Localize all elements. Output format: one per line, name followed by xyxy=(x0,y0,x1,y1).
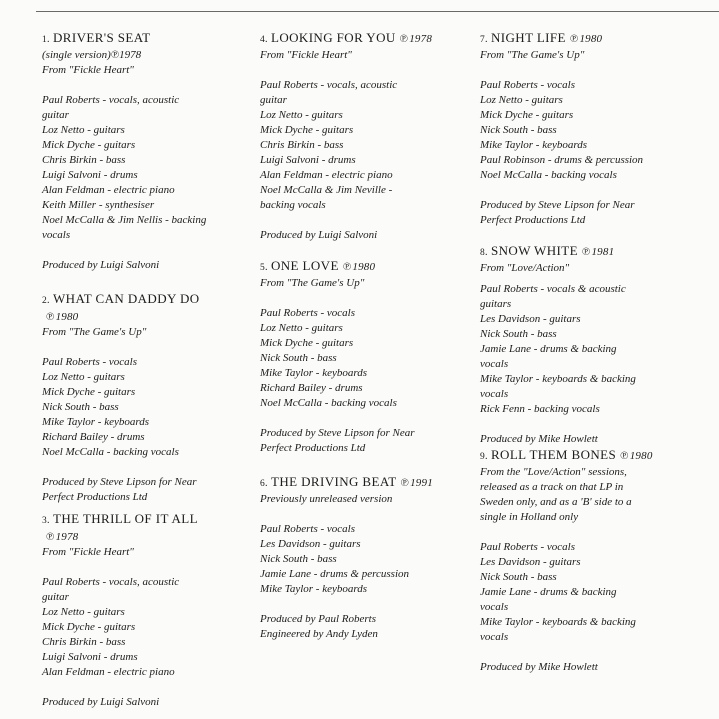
column-2 xyxy=(260,30,465,642)
credit-line: Luigi Salvoni - drums xyxy=(42,169,138,181)
track-heading xyxy=(480,243,710,261)
credit-line: Mick Dyche - guitars xyxy=(42,386,136,398)
credit-line: Mike Taylor - keyboards xyxy=(260,583,368,595)
track-title: THE THRILL OF IT ALL xyxy=(52,511,198,526)
credit-line: Mike Taylor - keyboards xyxy=(42,416,150,428)
production-line: Produced by Paul Roberts xyxy=(260,613,376,625)
track-2 xyxy=(42,291,247,505)
track-title: SNOW WHITE xyxy=(490,243,578,258)
production-line: Perfect Productions Ltd xyxy=(480,214,586,226)
credit-line: Mick Dyche - guitars xyxy=(42,139,136,151)
number-separator: . xyxy=(46,515,50,526)
top-rule xyxy=(36,11,719,12)
credit-line: Mike Taylor - keyboards & backing xyxy=(480,373,636,385)
phonogram-icon: ℗ xyxy=(569,33,579,45)
number-separator: . xyxy=(264,34,268,45)
credit-line: Loz Netto - guitars xyxy=(42,124,125,136)
phonogram-icon: ℗ xyxy=(46,531,55,543)
track-1 xyxy=(42,30,247,273)
credit-line: Chris Birkin - bass xyxy=(260,139,344,151)
credit-line: Paul Roberts - vocals xyxy=(260,523,356,535)
credit-line: Paul Roberts - vocals xyxy=(260,307,356,319)
production-line: Produced by Mike Howlett xyxy=(480,661,598,673)
track-heading xyxy=(260,474,465,492)
credit-line: Nick South - bass xyxy=(480,328,557,340)
credit-line: Noel McCalla & Jim Neville - xyxy=(260,184,393,196)
track-3 xyxy=(42,511,247,710)
credit-line: Paul Roberts - vocals xyxy=(42,356,138,368)
credit-line: Nick South - bass xyxy=(260,352,337,364)
track-year: 1980 xyxy=(579,33,603,45)
credit-line: Paul Robinson - drums & percussion xyxy=(480,154,644,166)
track-year-line xyxy=(42,309,247,325)
track-heading xyxy=(42,291,247,309)
track-number: 2 xyxy=(42,296,47,306)
credit-line: Paul Roberts - vocals, acoustic xyxy=(42,94,180,106)
credit-line: guitar xyxy=(260,94,287,106)
track-number: 4 xyxy=(260,35,265,45)
credit-line: vocals xyxy=(42,229,71,241)
credit-line: Alan Feldman - electric piano xyxy=(42,184,175,196)
track-9 xyxy=(480,447,710,675)
track-heading xyxy=(480,30,710,48)
production-line: Produced by Steve Lipson for Near xyxy=(480,199,635,211)
phonogram-icon: ℗ xyxy=(46,311,55,323)
credit-line: Noel McCalla & Jim Nellis - backing xyxy=(42,214,207,226)
credit-line: vocals xyxy=(480,388,509,400)
track-source: single in Holland only xyxy=(480,511,579,523)
credit-line: Loz Netto - guitars xyxy=(260,322,343,334)
phonogram-icon: ℗ xyxy=(399,33,409,45)
track-subtitle-line xyxy=(42,48,247,63)
track-title: DRIVER'S SEAT xyxy=(52,30,151,45)
credit-line: Mike Taylor - keyboards & backing xyxy=(480,616,636,628)
track-number: 6 xyxy=(260,479,265,489)
track-number: 3 xyxy=(42,516,47,526)
track-number: 1 xyxy=(42,35,47,45)
track-number: 7 xyxy=(480,35,485,45)
production-line: Engineered by Andy Lyden xyxy=(260,628,378,640)
production-line: Produced by Steve Lipson for Near xyxy=(42,476,197,488)
track-source: released as a track on that LP in xyxy=(480,481,624,493)
credit-line: guitar xyxy=(42,591,69,603)
credit-line: Les Davidson - guitars xyxy=(480,313,581,325)
track-year: 1978 xyxy=(55,531,79,543)
credit-line: Les Davidson - guitars xyxy=(260,538,361,550)
track-source: From "Love/Action" xyxy=(480,262,570,274)
credit-line: Rick Fenn - backing vocals xyxy=(480,403,600,415)
credit-line: Loz Netto - guitars xyxy=(260,109,343,121)
phonogram-icon: ℗ xyxy=(620,450,629,462)
credit-line: Loz Netto - guitars xyxy=(42,371,125,383)
number-separator: . xyxy=(46,295,50,306)
credit-line: Mike Taylor - keyboards xyxy=(480,139,588,151)
number-separator: . xyxy=(264,478,268,489)
track-5 xyxy=(260,258,465,456)
production-line: Produced by Luigi Salvoni xyxy=(260,229,378,241)
track-source: Sweden only, and as a 'B' side to a xyxy=(480,496,632,508)
track-7 xyxy=(480,30,710,228)
credit-line: Nick South - bass xyxy=(480,124,557,136)
production-line: Produced by Steve Lipson for Near xyxy=(260,427,415,439)
track-source: From the "Love/Action" sessions, xyxy=(480,466,627,478)
credit-line: Mick Dyche - guitars xyxy=(260,337,354,349)
credit-line: Paul Roberts - vocals, acoustic xyxy=(42,576,180,588)
phonogram-icon: ℗ xyxy=(342,261,352,273)
track-number: 5 xyxy=(260,263,265,273)
track-year: 1980 xyxy=(55,311,79,323)
track-year: 1980 xyxy=(352,261,376,273)
track-source: From "The Game's Up" xyxy=(260,277,365,289)
credit-line: Noel McCalla - backing vocals xyxy=(480,169,617,181)
credit-line: guitar xyxy=(42,109,69,121)
credit-line: Richard Bailey - drums xyxy=(260,382,363,394)
track-heading xyxy=(42,30,247,48)
track-source: From "Fickle Heart" xyxy=(260,49,352,61)
track-year: 1981 xyxy=(591,246,615,258)
track-title: NIGHT LIFE xyxy=(490,30,566,45)
credit-line: vocals xyxy=(480,631,509,643)
credit-line: Jamie Lane - drums & backing xyxy=(480,343,617,355)
track-source: Previously unreleased version xyxy=(260,493,393,505)
track-heading xyxy=(260,258,465,276)
credit-line: Mike Taylor - keyboards xyxy=(260,367,368,379)
credit-line: Nick South - bass xyxy=(480,571,557,583)
track-number: 9 xyxy=(480,452,485,462)
credit-line: Loz Netto - guitars xyxy=(480,94,563,106)
column-1 xyxy=(42,30,247,710)
credit-line: Paul Roberts - vocals xyxy=(480,79,576,91)
credit-line: Luigi Salvoni - drums xyxy=(42,651,138,663)
credit-line: Keith Miller - synthesiser xyxy=(42,199,155,211)
track-year-line xyxy=(42,529,247,545)
production-line: Produced by Mike Howlett xyxy=(480,433,598,445)
credit-line: Paul Roberts - vocals & acoustic xyxy=(480,283,626,295)
phonogram-icon: ℗ xyxy=(400,477,410,489)
column-3 xyxy=(480,30,710,675)
credit-line: vocals xyxy=(480,601,509,613)
credit-line: Loz Netto - guitars xyxy=(42,606,125,618)
credit-line: Chris Birkin - bass xyxy=(42,154,126,166)
track-heading xyxy=(42,511,247,529)
track-heading xyxy=(260,30,465,48)
credit-line: Mick Dyche - guitars xyxy=(260,124,354,136)
credit-line: Alan Feldman - electric piano xyxy=(260,169,393,181)
production-line: Produced by Luigi Salvoni xyxy=(42,259,160,271)
credit-line: Nick South - bass xyxy=(42,401,119,413)
track-6 xyxy=(260,474,465,642)
phonogram-icon: ℗ xyxy=(110,49,120,61)
track-8 xyxy=(480,243,710,447)
credit-line: vocals xyxy=(480,358,509,370)
credit-line: Noel McCalla - backing vocals xyxy=(260,397,397,409)
track-heading xyxy=(480,447,710,465)
credit-line: Chris Birkin - bass xyxy=(42,636,126,648)
credit-line: Nick South - bass xyxy=(260,553,337,565)
track-year: 1978 xyxy=(119,49,142,61)
credit-line: Luigi Salvoni - drums xyxy=(260,154,356,166)
credit-line: guitars xyxy=(480,298,512,310)
credit-line: Jamie Lane - drums & percussion xyxy=(260,568,409,580)
credit-line: Richard Bailey - drums xyxy=(42,431,145,443)
track-source: From "Fickle Heart" xyxy=(42,64,134,76)
number-separator: . xyxy=(484,34,488,45)
number-separator: . xyxy=(484,451,488,462)
track-title: ROLL THEM BONES xyxy=(490,447,617,462)
credit-line: Alan Feldman - electric piano xyxy=(42,666,175,678)
credit-line: backing vocals xyxy=(260,199,326,211)
track-title: LOOKING FOR YOU xyxy=(270,30,396,45)
credit-line: Jamie Lane - drums & backing xyxy=(480,586,617,598)
number-separator: . xyxy=(484,247,488,258)
production-line: Perfect Productions Ltd xyxy=(42,491,148,503)
track-year: 1991 xyxy=(410,477,433,489)
production-line: Produced by Luigi Salvoni xyxy=(42,696,160,708)
credit-line: Paul Roberts - vocals, acoustic xyxy=(260,79,398,91)
track-source: From "Fickle Heart" xyxy=(42,546,134,558)
track-subtitle: (single version) xyxy=(42,49,111,61)
track-year: 1980 xyxy=(629,450,653,462)
track-number: 8 xyxy=(480,248,485,258)
credit-line: Mick Dyche - guitars xyxy=(480,109,574,121)
production-line: Perfect Productions Ltd xyxy=(260,442,366,454)
track-4 xyxy=(260,30,465,243)
track-source: From "The Game's Up" xyxy=(480,49,585,61)
number-separator: . xyxy=(264,262,268,273)
track-title: WHAT CAN DADDY DO xyxy=(52,291,200,306)
number-separator: . xyxy=(46,34,50,45)
track-year: 1978 xyxy=(409,33,433,45)
credit-line: Mick Dyche - guitars xyxy=(42,621,136,633)
credit-line: Les Davidson - guitars xyxy=(480,556,581,568)
track-title: THE DRIVING BEAT xyxy=(270,474,397,489)
credit-line: Noel McCalla - backing vocals xyxy=(42,446,179,458)
track-source: From "The Game's Up" xyxy=(42,326,147,338)
credit-line: Paul Roberts - vocals xyxy=(480,541,576,553)
phonogram-icon: ℗ xyxy=(581,246,591,258)
track-title: ONE LOVE xyxy=(270,258,339,273)
